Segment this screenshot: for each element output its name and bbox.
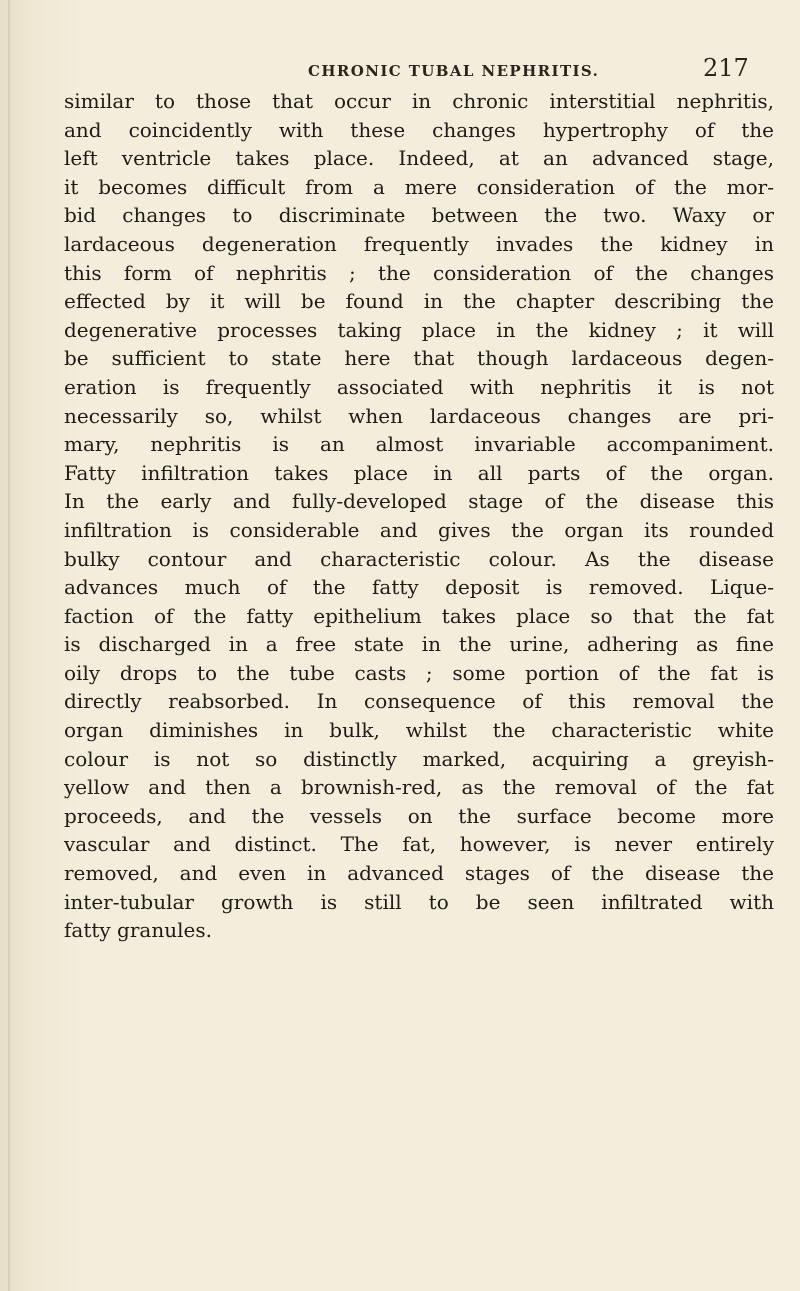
- text-line: proceeds, and the vessels on the surface become more: [64, 803, 774, 828]
- text-line: Fatty infiltration takes place in all parts of the organ.: [64, 460, 774, 485]
- text-line: inter-tubular growth is still to be seen infiltrated with: [64, 889, 774, 914]
- text-line: effected by it will be found in the chapter describing the: [64, 289, 774, 314]
- text-line: bid changes to discriminate between the two. Waxy or: [64, 203, 774, 228]
- text-line: In the early and fully-developed stage of the disease this: [64, 489, 774, 514]
- text-line: mary, nephritis is an almost invariable accompaniment.: [64, 432, 774, 457]
- running-head: [0, 54, 800, 84]
- text-line: be sufficient to state here that though lardaceous degen-: [64, 346, 774, 371]
- text-line: this form of nephritis ; the consideration of the changes: [64, 260, 774, 285]
- text-line: yellow and then a brownish-red, as the removal of the fat: [64, 775, 774, 800]
- text-line: is discharged in a free state in the urine, adhering as fine: [64, 632, 774, 657]
- text-line: directly reabsorbed. In consequence of this removal the: [64, 689, 774, 714]
- text-line: faction of the fatty epithelium takes place so that the fat: [64, 603, 774, 628]
- text-line: removed, and even in advanced stages of the disease the: [64, 861, 774, 886]
- text-line: and coincidently with these changes hypertrophy of the: [64, 117, 774, 142]
- text-line: bulky contour and characteristic colour. As the disease: [64, 546, 774, 571]
- text-line: advances much of the fatty deposit is removed. Lique-: [64, 575, 774, 600]
- body-paragraph: [64, 87, 774, 945]
- page-gutter-shadow: [8, 0, 10, 1291]
- text-line: fatty granules.: [64, 918, 212, 943]
- text-line: colour is not so distinctly marked, acquiring a greyish-: [64, 746, 774, 771]
- text-line: infiltration is considerable and gives the organ its rounded: [64, 517, 774, 542]
- text-line: oily drops to the tube casts ; some portion of the fat is: [64, 660, 774, 685]
- text-line: necessarily so, whilst when lardaceous changes are pri-: [64, 403, 774, 428]
- text-line: left ventricle takes place. Indeed, at an advanced stage,: [64, 146, 774, 171]
- text-line: similar to those that occur in chronic interstitial nephritis,: [64, 89, 774, 113]
- text-line: eration is frequently associated with nephritis it is not: [64, 374, 774, 399]
- text-line: vascular and distinct. The fat, however, is never entirely: [64, 832, 774, 857]
- text-line: degenerative processes taking place in the kidney ; it will: [64, 317, 774, 342]
- text-line: organ diminishes in bulk, whilst the characteristic white: [64, 718, 774, 743]
- text-line: it becomes difficult from a mere consideration of the mor-: [64, 174, 774, 199]
- text-line: lardaceous degeneration frequently invades the kidney in: [64, 231, 774, 256]
- running-title: CHRONIC TUBAL NEPHRITIS.: [308, 62, 600, 80]
- page-number: 217: [703, 54, 749, 82]
